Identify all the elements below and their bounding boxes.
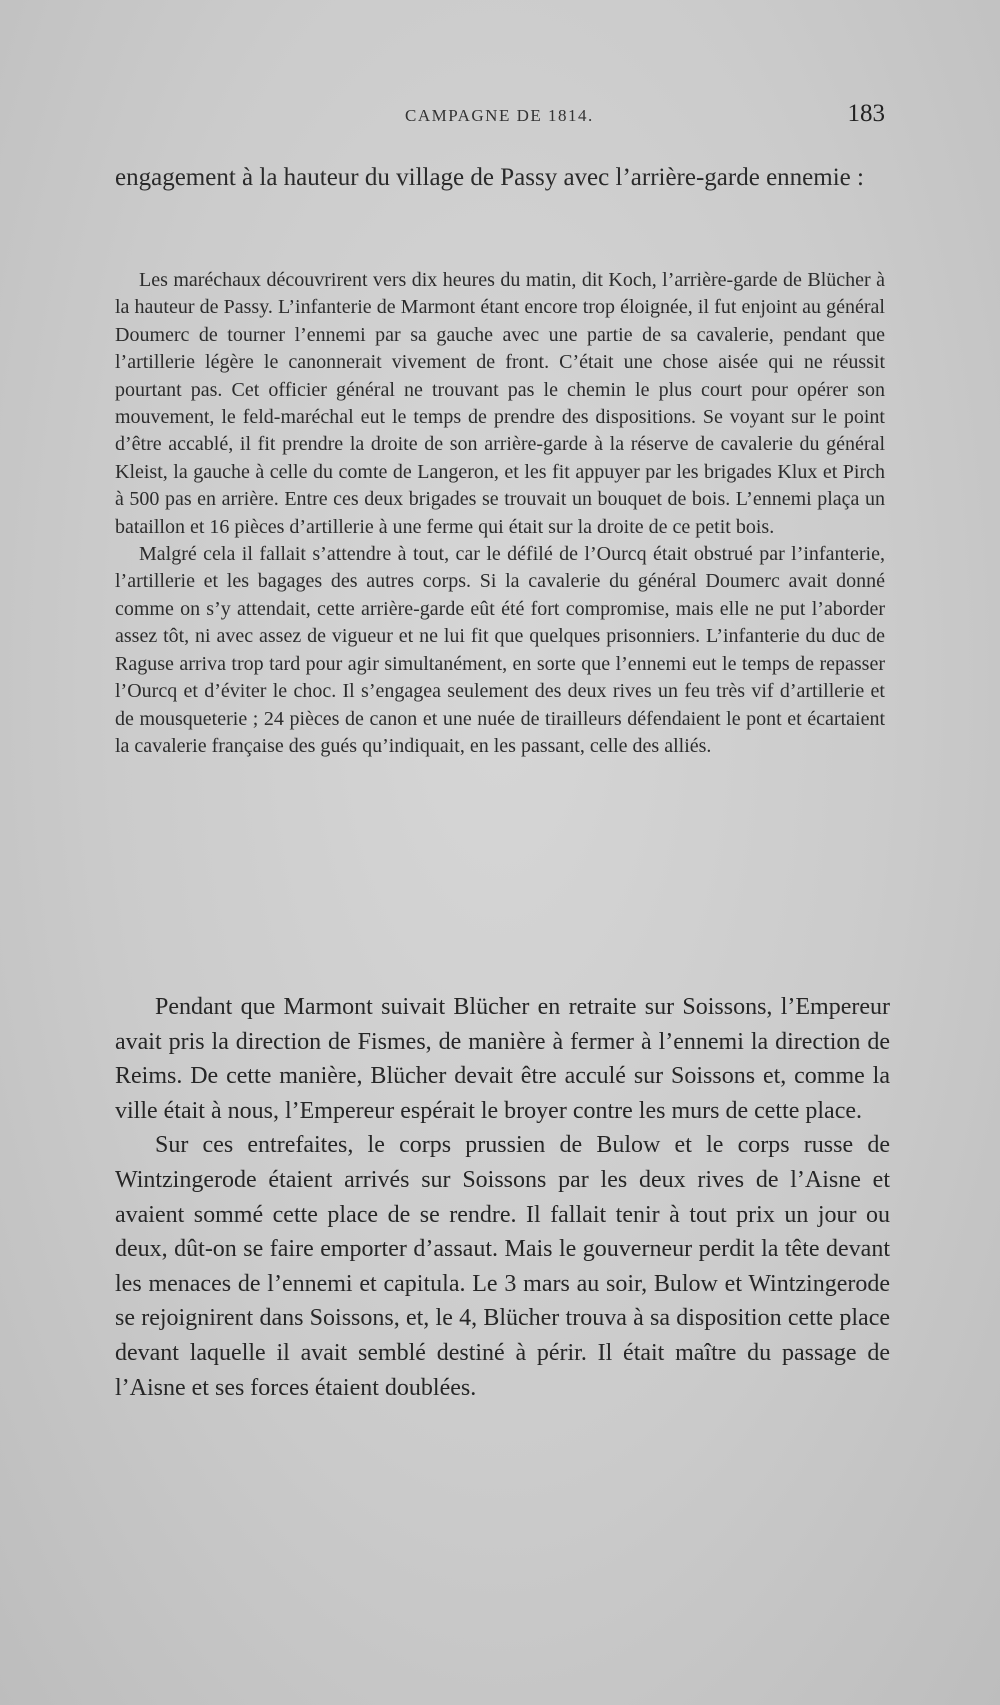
lead-paragraph: engagement à la hauteur du village de Passy avec l’arrière-garde ennemie : xyxy=(115,164,864,191)
quote-paragraph: Les maréchaux découvrirent vers dix heures du matin, dit Koch, l’arrière-garde de Blücher à la hauteur de Passy. L’infanterie de Marmont étant encore trop éloignée, il fut enjoint au général Doumerc de tourner l’ennemi par sa gauche avec une partie de sa cavalerie, pendant que l’artillerie légère le canonnerait vivement de front. C’était une chose aisée qui ne réussit pourtant pas. Cet officier général ne trouvant pas le chemin le plus court pour opérer son mouvement, le feld-maréchal eut le temps de prendre des dispositions. Se voyant sur le point d’être accablé, il fit prendre la droite de son arrière-garde à la réserve de cavalerie du général Kleist, la gauche à celle du comte de Langeron, et les fit appuyer par les brigades Klux et Pirch à 500 pas en arrière. Entre ces deux brigades se trouvait un bouquet de bois. L’ennemi plaça un bataillon et 16 pièces d’artillerie à une ferme qui était sur la droite de ce petit bois. xyxy=(115,269,885,538)
quoted-passage xyxy=(115,267,885,760)
page-number: 183 xyxy=(847,100,885,127)
body-text xyxy=(115,990,890,1405)
quote-paragraph: Malgré cela il fallait s’attendre à tout, car le défilé de l’Ourcq était obstrué par l’infanterie, l’artillerie et les bagages des autres corps. Si la cavalerie du général Doumerc avait donné comme on s’y attendait, cette arrière-garde eût été fort compromise, mais elle ne put l’aborder assez tôt, ni avec assez de vigueur et ne lui fit que quelques prisonniers. L’infanterie du duc de Raguse arriva trop tard pour agir simultanément, en sorte que l’ennemi eut le temps de repasser l’Ourcq et d’éviter le choc. Il s’engagea seulement des deux rives un feu très vif d’artillerie et de mousqueterie ; 24 pièces de canon et une nuée de tirailleurs défendaient le pont et écartaient la cavalerie française des gués qu’indiquait, en les passant, celle des alliés. xyxy=(115,543,885,757)
body-paragraph: Pendant que Marmont suivait Blücher en retraite sur Soissons, l’Empereur avait pris la direction de Fismes, de manière à fermer à l’ennemi la direction de Reims. De cette manière, Blücher devait être acculé sur Soissons et, comme la ville était à nous, l’Empereur espérait le broyer contre les murs de cette place. xyxy=(115,994,890,1124)
running-head xyxy=(115,100,885,134)
running-title: CAMPAGNE DE 1814. xyxy=(405,106,594,125)
body-paragraph: Sur ces entrefaites, le corps prussien de Bulow et le corps russe de Wintzingerode étaient arrivés sur Soissons par les deux rives de l’Aisne et avaient sommé cette place de se rendre. Il fallait tenir à tout prix un jour ou deux, dût-on se faire emporter d’assaut. Mais le gouverneur perdit la tête devant les menaces de l’ennemi et capitula. Le 3 mars au soir, Bulow et Wintzingerode se rejoignirent dans Soissons, et, le 4, Blücher trouva à sa disposition cette place devant laquelle il avait semblé destiné à périr. Il était maître du passage de l’Aisne et ses forces étaient doublées. xyxy=(115,1132,890,1401)
